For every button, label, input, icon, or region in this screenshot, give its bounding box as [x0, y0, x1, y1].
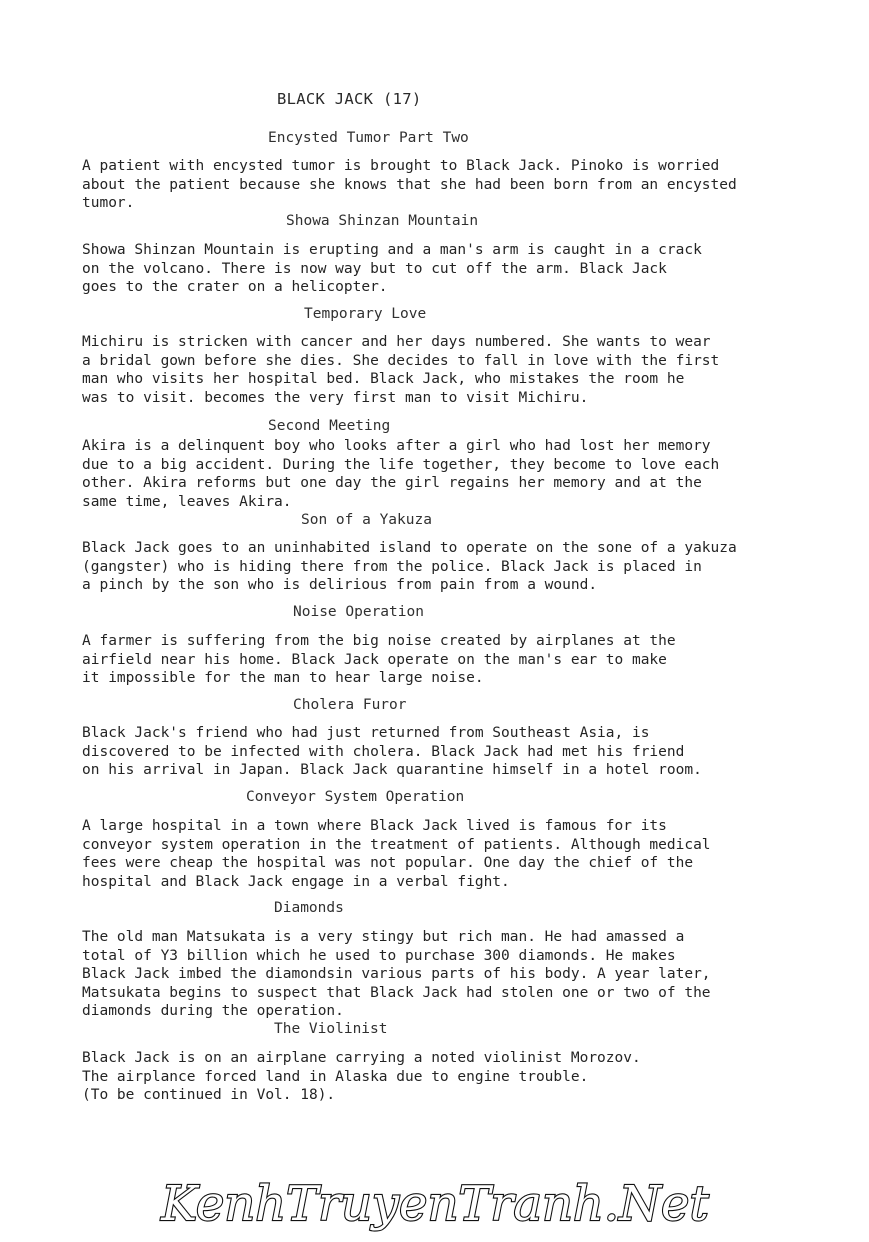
- entry-body: Showa Shinzan Mountain is erupting and a man's arm is caught in a crack on the volcano. There is now way but to cut off the arm. Black Jack goes to the crater on a helicopter.: [82, 242, 702, 296]
- entry-title: Second Meeting: [268, 418, 391, 434]
- entry-title: Conveyor System Operation: [246, 789, 465, 805]
- entry-body: Black Jack is on an airplane carrying a noted violinist Morozov. The airplance forced land in Alaska due to engine trouble. (To be continued in Vol. 18).: [82, 1050, 641, 1104]
- entry-title: Showa Shinzan Mountain: [286, 213, 479, 229]
- entry-body: Black Jack goes to an uninhabited island to operate on the sone of a yakuza (gangster) who is hiding there from the police. Black Jack is placed in a pinch by the son who is delirious from pain from a wound.: [82, 540, 737, 594]
- entry-title: Noise Operation: [293, 604, 424, 620]
- entry-body: A patient with encysted tumor is brought to Black Jack. Pinoko is worried about the patient because she knows that she had been born from an encysted tumor.: [82, 158, 737, 212]
- watermark-text: KenhTruyenTranh.Net: [161, 1176, 709, 1232]
- entry-body: Akira is a delinquent boy who looks after a girl who had lost her memory due to a big accident. During the life together, they become to love each other. Akira reforms but one day the girl regains her memory and at the same time, leaves Akira.: [82, 438, 720, 510]
- entry-body: A large hospital in a town where Black Jack lived is famous for its conveyor system operation in the treatment of patients. Although medical fees were cheap the hospital was not popular. One day the chief of the hospital and Black Jack engage in a verbal fight.: [82, 818, 711, 890]
- entry-title: The Violinist: [274, 1021, 388, 1037]
- entry-title: Diamonds: [274, 900, 344, 916]
- entry-body: Black Jack's friend who had just returned from Southeast Asia, is discovered to be infected with cholera. Black Jack had met his friend on his arrival in Japan. Black Jack quarantine himself in a hotel room.: [82, 725, 702, 779]
- entry-title: Temporary Love: [304, 306, 427, 322]
- watermark-logo: [130, 1172, 740, 1242]
- entry-title: Cholera Furor: [293, 697, 407, 713]
- entry-body: The old man Matsukata is a very stingy but rich man. He had amassed a total of Y3 billion which he used to purchase 300 diamonds. He makes Black Jack imbed the diamondsin various parts of his body. A year later, Matsukata begins to suspect that Black Jack had stolen one or two of the diamonds during the operation.: [82, 929, 711, 1020]
- entry-body: A farmer is suffering from the big noise created by airplanes at the airfield near his home. Black Jack operate on the man's ear to make it impossible for the man to hear large noise.: [82, 633, 676, 687]
- entry-title: Encysted Tumor Part Two: [268, 130, 469, 146]
- entry-body: Michiru is stricken with cancer and her days numbered. She wants to wear a bridal gown before she dies. She decides to fall in love with the first man who visits her hospital bed. Black Jack, who mistakes the room he was to visit. becomes the very first man to visit Michiru.: [82, 334, 720, 406]
- entry-title: Son of a Yakuza: [301, 512, 432, 528]
- watermark-svg: [130, 1172, 740, 1238]
- document-title: BLACK JACK (17): [277, 90, 422, 108]
